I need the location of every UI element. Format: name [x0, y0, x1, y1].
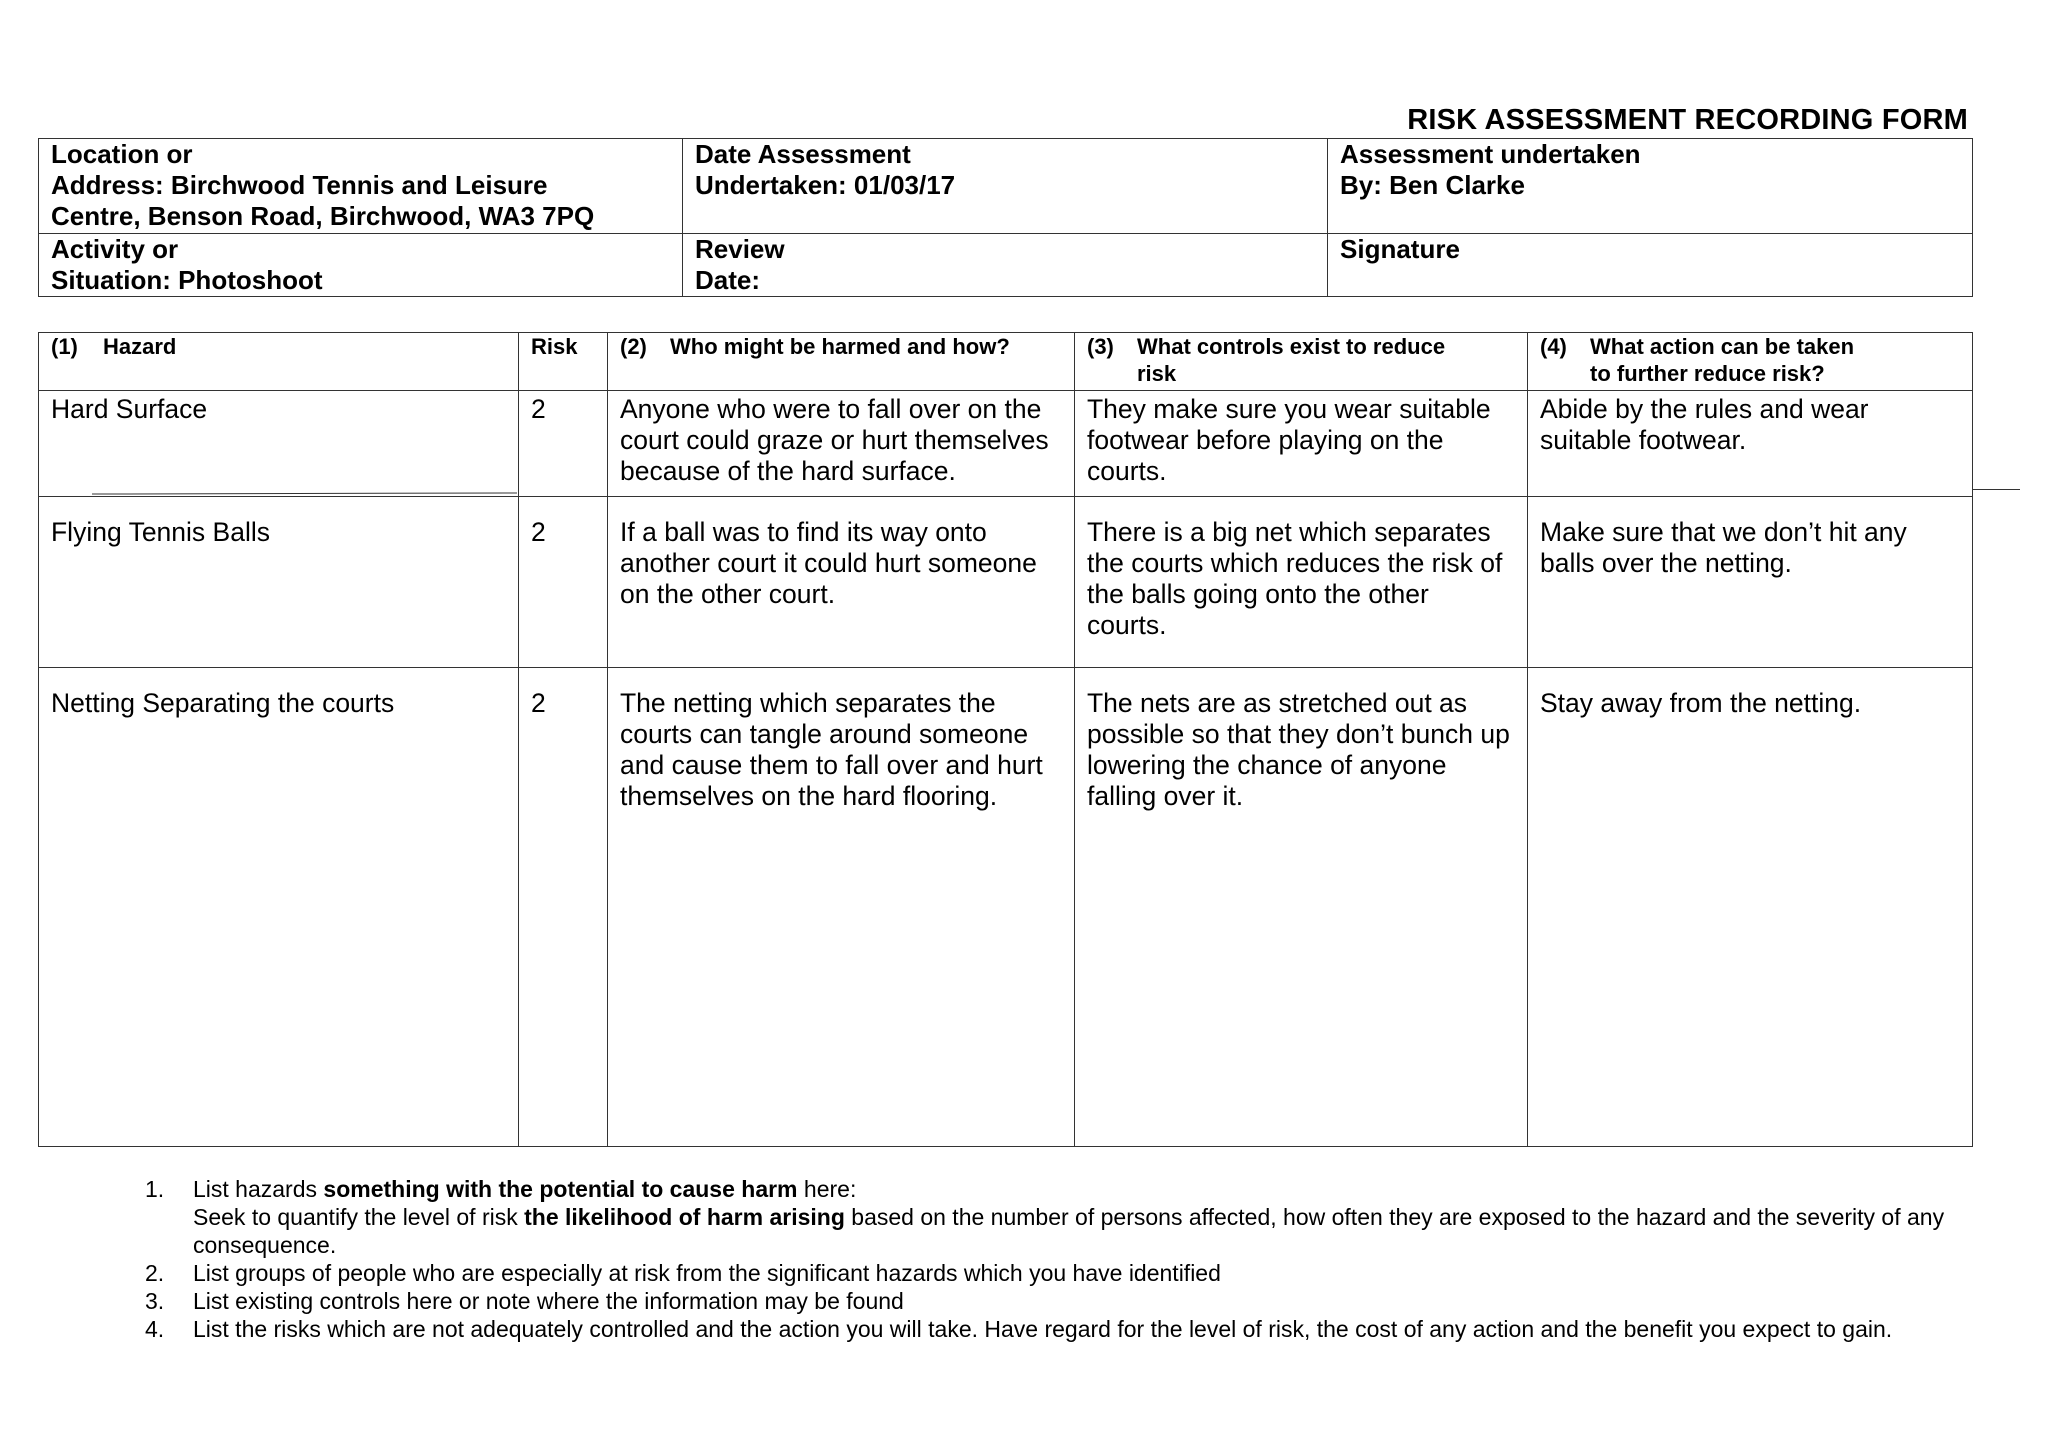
note-emphasis: something with the potential to cause harm	[323, 1176, 798, 1202]
col-header-label: Who might be harmed and how?	[670, 334, 1010, 359]
controls-cell: The nets are as stretched out as possible so that they don’t bunch up lowering the chance of anyone falling over it.	[1075, 668, 1528, 1147]
review-label: Review	[695, 234, 785, 264]
col-header-label-wrap	[1590, 333, 1854, 387]
col-header-controls	[1075, 333, 1528, 391]
col-header-hazard	[39, 333, 519, 391]
table-row	[39, 668, 1973, 1147]
col-header-who	[608, 333, 1075, 391]
location-value-line-1: Address: Birchwood Tennis and Leisure	[51, 170, 548, 200]
note-emphasis: the likelihood of harm arising	[524, 1204, 845, 1230]
review-date-cell	[683, 234, 1328, 297]
note-text: Seek to quantify the level of risk	[193, 1204, 525, 1230]
note-number: 4.	[145, 1316, 165, 1342]
note-item	[145, 1259, 1985, 1287]
stray-line	[1972, 489, 2020, 490]
hazard-cell: Flying Tennis Balls	[39, 497, 519, 668]
col-header-action	[1528, 333, 1973, 391]
hazard-cell: Hard Surface	[39, 391, 519, 497]
note-text: List groups of people who are especially at risk from the significant hazards which you have identified	[193, 1260, 1221, 1286]
note-text: based on the number of persons affected, how often they are exposed to the hazard and the severity of any consequence.	[193, 1204, 1945, 1258]
assessor-label: Assessment undertaken	[1340, 139, 1641, 169]
review-date-value: Date:	[695, 265, 761, 295]
note-subtext	[193, 1203, 1985, 1259]
col-header-number: (3)	[1087, 334, 1114, 359]
col-header-label-wrap	[1137, 333, 1445, 387]
note-text: List existing controls here or note where the information may be found	[193, 1288, 904, 1314]
signature-cell	[1328, 234, 1973, 297]
col-header-label: Hazard	[103, 334, 177, 359]
col-header-label: Risk	[531, 334, 578, 359]
note-item	[145, 1175, 1985, 1259]
col-header-number: (2)	[620, 334, 647, 359]
note-text: List the risks which are not adequately controlled and the action you will take. Have regard for the level of risk, the cost of any action and the benefit you expect to gain.	[193, 1316, 1893, 1342]
risk-cell: 2	[519, 668, 608, 1147]
col-header-label: What action can be taken	[1590, 334, 1855, 359]
form-title: RISK ASSESSMENT RECORDING FORM	[1407, 104, 1968, 136]
guidance-notes	[145, 1175, 1985, 1343]
hazard-table	[38, 332, 1973, 1147]
col-header-label-line-2: risk	[1137, 361, 1177, 386]
table-row	[39, 391, 1973, 497]
note-item	[145, 1287, 1985, 1315]
location-cell	[39, 139, 683, 234]
col-header-label: What controls exist to reduce	[1137, 334, 1446, 359]
risk-cell: 2	[519, 497, 608, 668]
action-cell: Stay away from the netting.	[1528, 668, 1973, 1147]
who-harmed-cell: If a ball was to find its way onto another court it could hurt someone on the other court.	[608, 497, 1075, 668]
location-label: Location or	[51, 139, 193, 169]
note-text: List hazards	[193, 1176, 324, 1202]
col-header-label-line-2: to further reduce risk?	[1590, 361, 1825, 386]
hazard-cell: Netting Separating the courts	[39, 668, 519, 1147]
activity-value: Situation: Photoshoot	[51, 265, 323, 295]
who-harmed-cell: Anyone who were to fall over on the court could graze or hurt themselves because of the hard surface.	[608, 391, 1075, 497]
note-number: 3.	[145, 1288, 165, 1314]
date-assessment-cell	[683, 139, 1328, 234]
risk-cell: 2	[519, 391, 608, 497]
hazard-table-header	[39, 333, 1973, 391]
activity-cell	[39, 234, 683, 297]
assessor-cell	[1328, 139, 1973, 234]
date-assessment-label: Date Assessment	[695, 139, 911, 169]
location-value-line-2: Centre, Benson Road, Birchwood, WA3 7PQ	[51, 201, 595, 231]
table-row	[39, 497, 1973, 668]
activity-label: Activity or	[51, 234, 179, 264]
controls-cell: They make sure you wear suitable footwear before playing on the courts.	[1075, 391, 1528, 497]
note-number: 1.	[145, 1176, 165, 1202]
action-cell: Abide by the rules and wear suitable footwear.	[1528, 391, 1973, 497]
note-number: 2.	[145, 1260, 165, 1286]
assessor-value: By: Ben Clarke	[1340, 170, 1525, 200]
col-header-number: (4)	[1540, 334, 1567, 359]
controls-cell: There is a big net which separates the courts which reduces the risk of the balls going onto the other courts.	[1075, 497, 1528, 668]
assessment-info-table	[38, 138, 1973, 297]
note-text: here:	[797, 1176, 857, 1202]
action-cell: Make sure that we don’t hit any balls over the netting.	[1528, 497, 1973, 668]
col-header-risk	[519, 333, 608, 391]
col-header-number: (1)	[51, 334, 78, 359]
date-assessment-value: Undertaken: 01/03/17	[695, 170, 956, 200]
who-harmed-cell: The netting which separates the courts can tangle around someone and cause them to fall over and hurt themselves on the hard flooring.	[608, 668, 1075, 1147]
signature-label: Signature	[1340, 234, 1460, 264]
note-item	[145, 1315, 1985, 1343]
